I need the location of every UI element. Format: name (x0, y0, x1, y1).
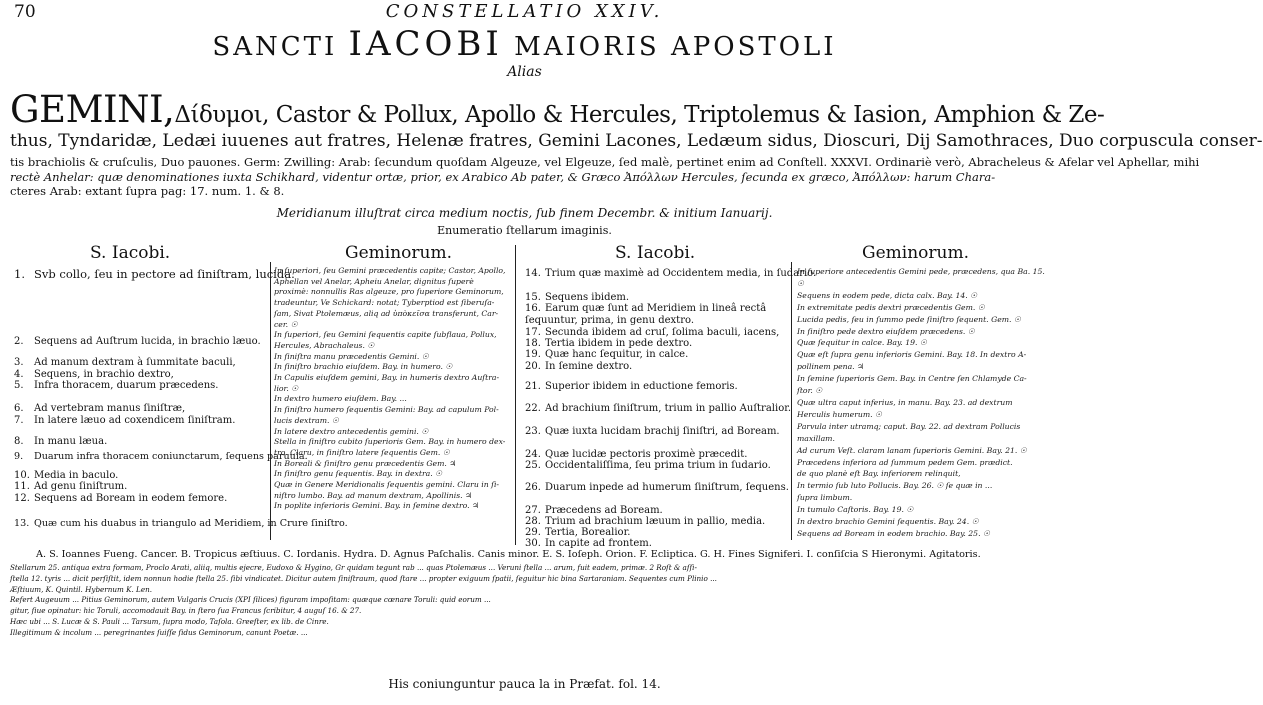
list-item: 5. Infra thoracem, duarum præcedens. (14, 380, 219, 391)
title-pre: SANCTI (212, 32, 338, 62)
list-item: 28. Trium ad brachium læuum in pallio, media. (525, 516, 766, 527)
footnote-text: Stellarum 25. antiqua extra formam, Proclo Arati, aliiq, multis ejecre, Eudoxo & Hygino, Gr quidam tegunt rab ... quas Ptolemæus ... Veruni ſtella ... arum, fuit eadem, primæ. 2 Roſt & aſſi- ſtella 12. tyris ... dicit perſiſtit, idem nonnun hodie ſtella 25. ſibi vindicatet. Dicitur autem ſiniſtraum, quod ſtare ... propter exiguum ſpatii, ſeguitur hic bina Sartaraniam. Sequentes cum Plinio ... Æſtiuum, K. Quintil. Hybernum K. Len. Refert Augeuum ... Pitius Geminorum, autem Vulgaris Crucis (XPI ſilices) figuram impoſitam: quæque cœnare Toruli: quid eorum ... gitur, ſiue opinatur: hic Toruli, accomodauit Bay. in ſtero ſua Francus ſcribitur, 4 auguſ 16. & 27. Hæc ubi ... S. Lucæ & S. Pauli ... Tarsum, ſupra modo, Taſola. Greeſter, ex lib. de Cinre. Illegitimum & incolum ... peregrinantes ſuiſſe ſidus Geminorum, canunt Poetæ. ... (10, 563, 717, 637)
title-post: MAIORIS APOSTOLI (514, 32, 837, 62)
list-item: 18. Tertia ibidem in pede dextro. (525, 338, 693, 349)
list-item: 9. Duarum infra thoracem coniunctarum, ſequens paruula. (14, 451, 308, 462)
list-item: 20. In ſemine dextro. (525, 361, 633, 372)
list-item: 27. Præcedens ad Boream. (525, 505, 663, 516)
list-item: 16. Earum quæ ſunt ad Meridiem in lineâ rectâ ſequuntur, prima, in genu dextro. (525, 303, 767, 326)
list-item: 1. Svb collo, ſeu in pectore ad ſiniſtram, lucida. (14, 267, 295, 281)
bottom-note: His coniunguntur pauca la in Præfat. fol. 14. (388, 677, 661, 691)
column-divider-3 (791, 262, 792, 540)
list-item: 2. Sequens ad Auſtrum lucida, in brachio læuo. (14, 336, 261, 347)
constellation-number: CONSTELLATIO XXIV. (385, 1, 664, 22)
page-number: 70 (14, 2, 36, 22)
column-heading-4: Geminorum. (862, 243, 969, 263)
geminorum-descriptions-right: In ſuperiore antecedentis Gemini pede, præcedens, qua Ba. 15. ☉ Sequens in eodem pede, dicta calx. Bay. 14. ☉ In extremitate pedis dextri præcedentis Gem. ☉ Lucida pedis, ſeu in ſummo pede ſiniſtro ſequent. Gem. ☉ In ſiniſtro pede dextro eiuſdem præcedens. ☉ Quæ ſequitur in calce. Bay. 19. ☉ Quæ eſt ſupra genu inferioris Gemini. Bay. 18. In dextro A- pollinem pena. ♃ In ſemine ſuperioris Gem. Bay. in Centre ſen Chlamyde Ca- ſtor. ☉ Quæ ultra caput inferius, in manu. Bay. 23. ad dextrum Herculis humerum. ☉ Parvula inter utramq; caput. Bay. 22. ad dextram Pollucis maxillam. Ad curum Veſt. claram lanam ſuperioris Gemini. Bay. 21. ☉ Præcedens inferiora ad ſummum pedem Gem. prædict. de quo planè eſt Bay. inferiorem relinquit, In termio ſub luto Pollucis. Bay. 26. ☉ ſe quæ in ... ſupra limbum. In tumulo Caſtoris. Bay. 19. ☉ In dextro brachio Gemini ſequentis. Bay. 24. ☉ Sequens ad Boream in eodem brachio. Bay. 25. ☉ (797, 267, 1045, 538)
gemini-heading: GEMINI, (10, 88, 175, 131)
column-heading-3: S. Iacobi. (615, 243, 696, 263)
list-item: 6. Ad vertebram manus ſiniſtræ, (14, 403, 186, 414)
list-item: 14. Trium quæ maximè ad Occidentem media, in ſudario. (525, 268, 817, 279)
list-item: 11. Ad genu ſiniſtrum. (14, 481, 128, 492)
list-item: 29. Tertia, Borealior. (525, 527, 631, 538)
names-line-2: thus, Tyndaridæ, Ledæi iuuenes aut fratres, Helenæ fratres, Gemini Lacones, Ledæum sidus, Dioscuri, Dij Samothraces, Duo corpuscula conser- (10, 131, 1263, 151)
column-divider-2 (515, 245, 516, 545)
list-item: 21. Superior ibidem in eductione femoris. (525, 381, 738, 392)
names-line-1-rest: Δίδυμοι, Castor & Pollux, Apollo & Hercules, Triptolemus & Iasion, Amphion & Ze- (174, 102, 1105, 128)
list-item: 8. In manu læua. (14, 436, 108, 447)
list-item: 15. Sequens ibidem. (525, 292, 630, 303)
geminorum-descriptions-left: In ſuperiori, ſeu Gemini præcedentis capite; Castor, Apollo, Aphellan vel Anelar, Apheiu Anelar, dignitus ſuperè proximè: nonnullis Ras algeuze, pro ſuperiore Geminorum, tradeuntur, Ve Schickard: notat; Tyberptiod est ſiberuſa- ſam, Sivat Ptolemæus, aliq ad ὑπὸκεῖσα transferunt, Car- cer. ☉ In ſuperiori, ſeu Gemini ſequentis capite ſubflaua, Pollux, Hercules, Abrachaleus. ☉ In ſiniſtra manu præcedentis Gemini. ☉ In ſiniſtro brachio eiuſdem. Bay. in humero. ☉ In Capulis eiuſdem gemini, Bay. in humeris dextro Auſtra- lior. ☉ In dextro humero eiuſdem. Bay. ... In ſiniſtro humero ſequentis Gemini: Bay. ad capulum Pol- lucis dextram. ☉ In latere dextro antecedentis gemini. ☉ Stella in ſiniſtro cubito ſuperioris Gem. Bay. in humero dex- tro. Claru, in ſiniſtro latere ſequentis Gem. ☉ In Boreali & ſiniſtro genu præcedentis Gem. ♃ In ſiniſtro genu ſequentis. Bay. in dextra. ☉ Quæ in Genere Meridionalis ſequentis gemini. Claru in ſi- niſtro lumbo. Bay. ad manum dextram, Apollinis. ♃ In poplite inferioris Gemini. Bay. in ſemine dextro. ♃ (274, 266, 506, 511)
figure-key: A. S. Ioannes Fueng. Cancer. B. Tropicus æſtiuus. C. Iordanis. Hydra. D. Agnus Paſchalis. Canis minor. E. S. Ioſeph. Orion. F. Ecliptica. G. H. Fines Signiferi. I. conſiſcia S Hieronymi. Agitatoris. (36, 549, 981, 560)
list-item: 19. Quæ hanc ſequitur, in calce. (525, 349, 689, 360)
list-item: 24. Quæ lucidæ pectoris proximè præcedit. (525, 449, 748, 460)
names-line-4: rectè Anhelar: quæ denominationes iuxta Schikhard, videntur ortæ, prior, ex Arabico Ab pater, & Græco Ἀπόλλων Hercules, ſecunda ex græco, Ἀπόλλων: harum Chara- (10, 170, 996, 184)
title-main: IACOBI (348, 24, 503, 64)
list-item: 17. Secunda ibidem ad cruſ, ſolima baculi, iacens, (525, 327, 780, 338)
list-item: 23. Quæ iuxta lucidam brachij ſiniſtri, ad Boream. (525, 426, 780, 437)
list-item: 10. Media in baculo. (14, 470, 119, 481)
names-line-1 (10, 88, 1104, 131)
list-item: 7. In latere læuo ad coxendicem ſiniſtram. (14, 415, 236, 426)
list-item: 30. In capite ad frontem. (525, 538, 652, 549)
names-line-3: tis brachiolis & cruſculis, Duo pauones. Germ: Zwilling: Arab: ſecundum quoſdam Algeuze, vel Elgeuze, ſed malè, pertinet enim ad Conſtell. XXXVI. Ordinariè verò, Abracheleus & Afelar vel Aphellar, mihi (10, 155, 1200, 169)
list-item: 25. Occidentaliſſima, ſeu prima trium in ſudario. (525, 460, 771, 471)
meridian-note: Meridianum illuſtrat circa medium noctis, ſub finem Decembr. & initium Ianuarij. (276, 206, 773, 220)
list-item: 3. Ad manum dextram à ſummitate baculi, (14, 357, 236, 368)
column-heading-1: S. Iacobi. (90, 243, 171, 263)
list-item: 13. Quæ cum his duabus in triangulo ad Meridiem, in Crure ſiniſtro. (14, 518, 348, 529)
list-item: 12. Sequens ad Boream in eodem femore. (14, 493, 228, 504)
list-item: 26. Duarum inpede ad humerum ſiniſtrum, ſequens. (525, 482, 789, 493)
page-title (0, 24, 1049, 64)
enumeration-heading: Enumeratio ſtellarum imaginis. (437, 224, 612, 237)
column-divider-1 (270, 262, 271, 540)
column-heading-2: Geminorum. (345, 243, 452, 263)
alias-label: Alias (507, 64, 542, 80)
list-item: 4. Sequens, in brachio dextro, (14, 369, 174, 380)
list-item: 22. Ad brachium ſiniſtrum, trium in pallio Auſtralior. (525, 403, 792, 414)
names-line-5: cteres Arab: extant ſupra pag: 17. num. 1. & 8. (10, 184, 285, 198)
